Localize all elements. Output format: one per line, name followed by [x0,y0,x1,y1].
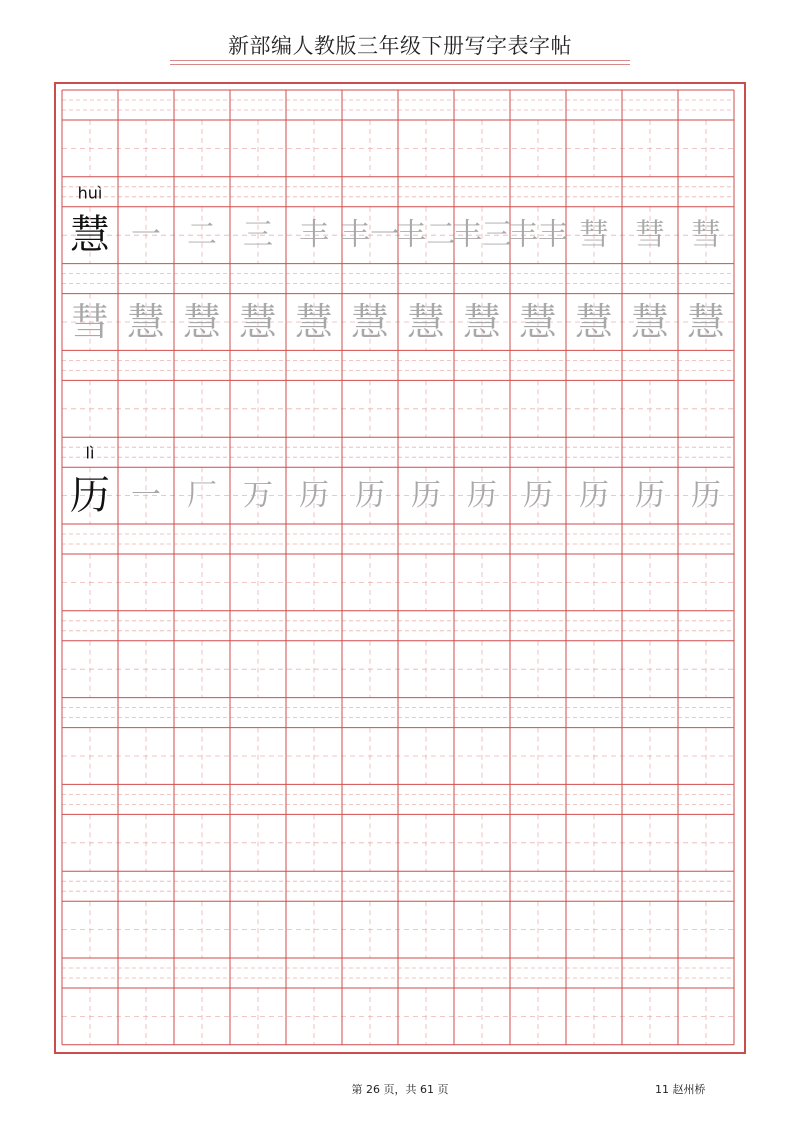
trace-character: 慧 [294,300,334,344]
stroke-order-step: 彗 [691,217,721,253]
trace-character: 慧 [462,300,502,344]
trace-character: 慧 [406,300,446,344]
stroke-order-step: 历 [691,478,721,514]
trace-character: 慧 [350,300,390,344]
stroke-order-step: 丰丰 [508,217,568,253]
trace-character: 彗 [70,300,110,344]
stroke-order-step: 丰二 [396,217,456,253]
pinyin-label: huì [77,183,103,203]
stroke-order-step: 历 [467,478,497,514]
stroke-order-step: 丰 [299,217,329,253]
trace-character: 慧 [686,300,726,344]
stroke-order-step: 三 [243,217,273,253]
stroke-order-step: 一 [131,217,161,253]
stroke-order-step: 历 [411,478,441,514]
model-character: 历 [70,472,110,519]
page-number: 第 26 页，共 61 页 [351,1083,449,1096]
stroke-order-step: 历 [355,478,385,514]
stroke-order-step: 彗 [635,217,665,253]
trace-character: 慧 [126,300,166,344]
model-character: 慧 [70,212,110,259]
stroke-order-step: 丰三 [452,217,512,253]
trace-character: 慧 [630,300,670,344]
stroke-order-step: 彗 [579,217,609,253]
stroke-order-step: 万 [243,478,273,514]
page-title: 新部编人教版三年级下册写字表字帖 [228,34,572,58]
trace-character: 慧 [182,300,222,344]
stroke-order-step: 厂 [187,478,217,514]
stroke-order-step: 历 [299,478,329,514]
pinyin-label: lì [85,443,95,463]
trace-character: 慧 [518,300,558,344]
trace-character: 慧 [574,300,614,344]
stroke-order-step: 历 [523,478,553,514]
stroke-order-step: 二 [187,217,217,253]
stroke-order-step: 历 [579,478,609,514]
trace-character: 慧 [238,300,278,344]
stroke-order-step: 历 [635,478,665,514]
stroke-order-step: 一 [131,478,161,514]
lesson-label: 11 赵州桥 [655,1083,706,1096]
stroke-order-step: 丰一 [340,217,400,253]
